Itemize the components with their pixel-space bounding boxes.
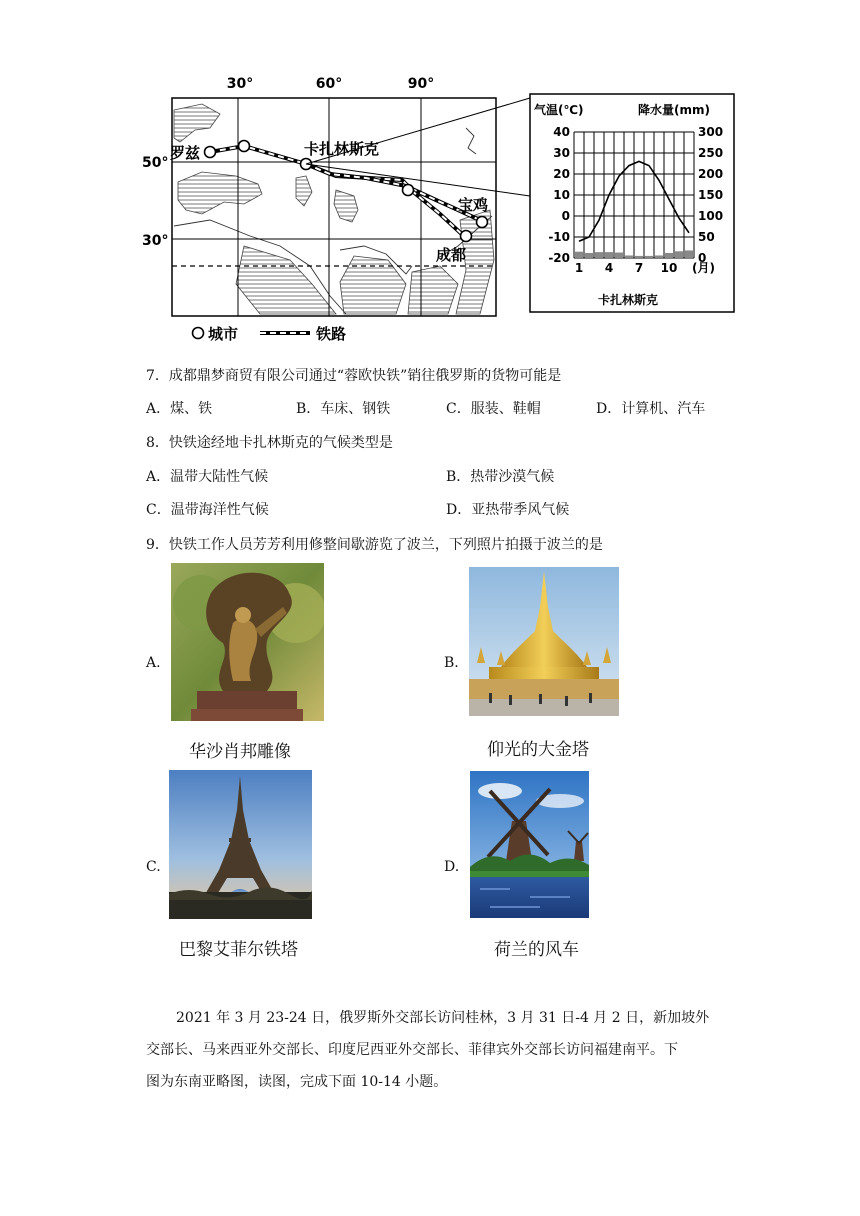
precip-bar <box>615 253 623 258</box>
q9-option-a-letter[interactable]: A. <box>146 655 161 671</box>
city-label-kazalinsk: 卡扎林斯克 <box>304 140 380 158</box>
month-tick-label: 7 <box>634 261 644 275</box>
precip-tick-label: 150 <box>698 188 724 202</box>
precip-bar <box>605 252 613 258</box>
city-label-lodz: 罗兹 <box>170 144 201 162</box>
lat-label-30: 30° <box>142 233 169 249</box>
q9-photo-b-golden-pagoda[interactable] <box>469 567 619 716</box>
precip-axis-title: 降水量(mm) <box>638 103 710 117</box>
month-unit-label: (月) <box>692 261 715 275</box>
precip-tick-label: 250 <box>698 146 724 160</box>
precip-bar <box>635 256 643 258</box>
lon-label-90: 90° <box>407 76 435 92</box>
precip-tick-label: 300 <box>698 125 724 139</box>
city-label-chengdu: 成都 <box>436 246 467 264</box>
q8-option-d[interactable]: D．亚热带季风气候 <box>446 502 570 518</box>
q9-photo-d-windmill[interactable] <box>470 771 589 918</box>
q7-stem: 7．成都鼎梦商贸有限公司通过“蓉欧快铁”销往俄罗斯的货物可能是 <box>146 368 562 384</box>
q7-option-b[interactable]: B．车床、钢铁 <box>296 401 391 417</box>
q9-caption-d: 荷兰的风车 <box>494 940 579 960</box>
month-tick-label: 10 <box>660 261 678 275</box>
precip-tick-label: 100 <box>698 209 724 223</box>
legend-city-marker <box>193 328 204 339</box>
q9-photo-a-chopin-statue[interactable] <box>171 563 324 721</box>
month-tick-label: 4 <box>604 261 614 275</box>
passage-line-3: 图为东南亚略图，读图，完成下面 10-14 小题。 <box>146 1074 448 1090</box>
precip-bar <box>655 255 663 258</box>
temp-tick-label: 0 <box>561 209 570 223</box>
lon-label-30: 30° <box>226 76 254 92</box>
city-label-baoji: 宝鸡 <box>458 196 489 214</box>
precip-bar <box>625 255 633 258</box>
q7-option-a[interactable]: A．煤、铁 <box>146 401 213 417</box>
climate-station-label: 卡扎林斯克 <box>597 293 659 307</box>
precip-bar <box>645 256 653 258</box>
q8-option-b[interactable]: B．热带沙漠气候 <box>446 469 555 485</box>
month-tick-label: 1 <box>574 261 584 275</box>
temp-tick-label: -20 <box>548 251 570 265</box>
q8-option-a[interactable]: A．温带大陆性气候 <box>146 469 269 485</box>
precip-bar <box>575 252 583 258</box>
q8-option-c[interactable]: C．温带海洋性气候 <box>146 502 269 518</box>
legend-city-label: 城市 <box>208 325 239 343</box>
passage-line-1: 2021 年 3 月 23-24 日，俄罗斯外交部长访问桂林，3 月 31 日-4 月 2 日，新加坡外 <box>176 1010 710 1026</box>
q9-option-d-letter[interactable]: D. <box>444 859 460 875</box>
temp-tick-label: 40 <box>553 125 570 139</box>
q9-option-b-letter[interactable]: B. <box>444 655 459 671</box>
passage-line-2: 交部长、马来西亚外交部长、印度尼西亚外交部长、菲律宾外交部长访问福建南平。下 <box>146 1042 678 1058</box>
route-map-figure <box>140 70 740 345</box>
q9-photo-c-eiffel-tower[interactable] <box>169 770 312 919</box>
temp-tick-label: -10 <box>548 230 570 244</box>
lon-label-60: 60° <box>315 76 343 92</box>
precip-bar <box>665 253 673 258</box>
precip-bar <box>685 250 693 258</box>
precip-tick-label: 200 <box>698 167 724 181</box>
precip-bar <box>595 252 603 258</box>
q9-stem: 9．快铁工作人员芳芳利用修整间歇游览了波兰，下列照片拍摄于波兰的是 <box>146 537 603 553</box>
q9-caption-c: 巴黎艾菲尔铁塔 <box>179 940 298 960</box>
q9-option-c-letter[interactable]: C. <box>146 859 161 875</box>
legend-rail-label: 铁路 <box>316 325 347 343</box>
precip-bar <box>585 253 593 258</box>
temp-tick-label: 30 <box>553 146 570 160</box>
temp-tick-label: 10 <box>553 188 570 202</box>
temp-tick-label: 20 <box>553 167 570 181</box>
temp-axis-title: 气温(℃) <box>534 103 584 117</box>
precip-tick-label: 0 <box>698 251 707 265</box>
q7-option-d[interactable]: D．计算机、汽车 <box>596 401 706 417</box>
precip-bar <box>675 251 683 258</box>
precip-tick-label: 50 <box>698 230 715 244</box>
q7-option-c[interactable]: C．服装、鞋帽 <box>446 401 541 417</box>
lat-label-50: 50° <box>142 155 169 171</box>
q8-stem: 8．快铁途经地卡扎林斯克的气候类型是 <box>146 435 393 451</box>
q9-caption-b: 仰光的大金塔 <box>487 740 589 760</box>
q9-caption-a: 华沙肖邦雕像 <box>189 742 291 762</box>
